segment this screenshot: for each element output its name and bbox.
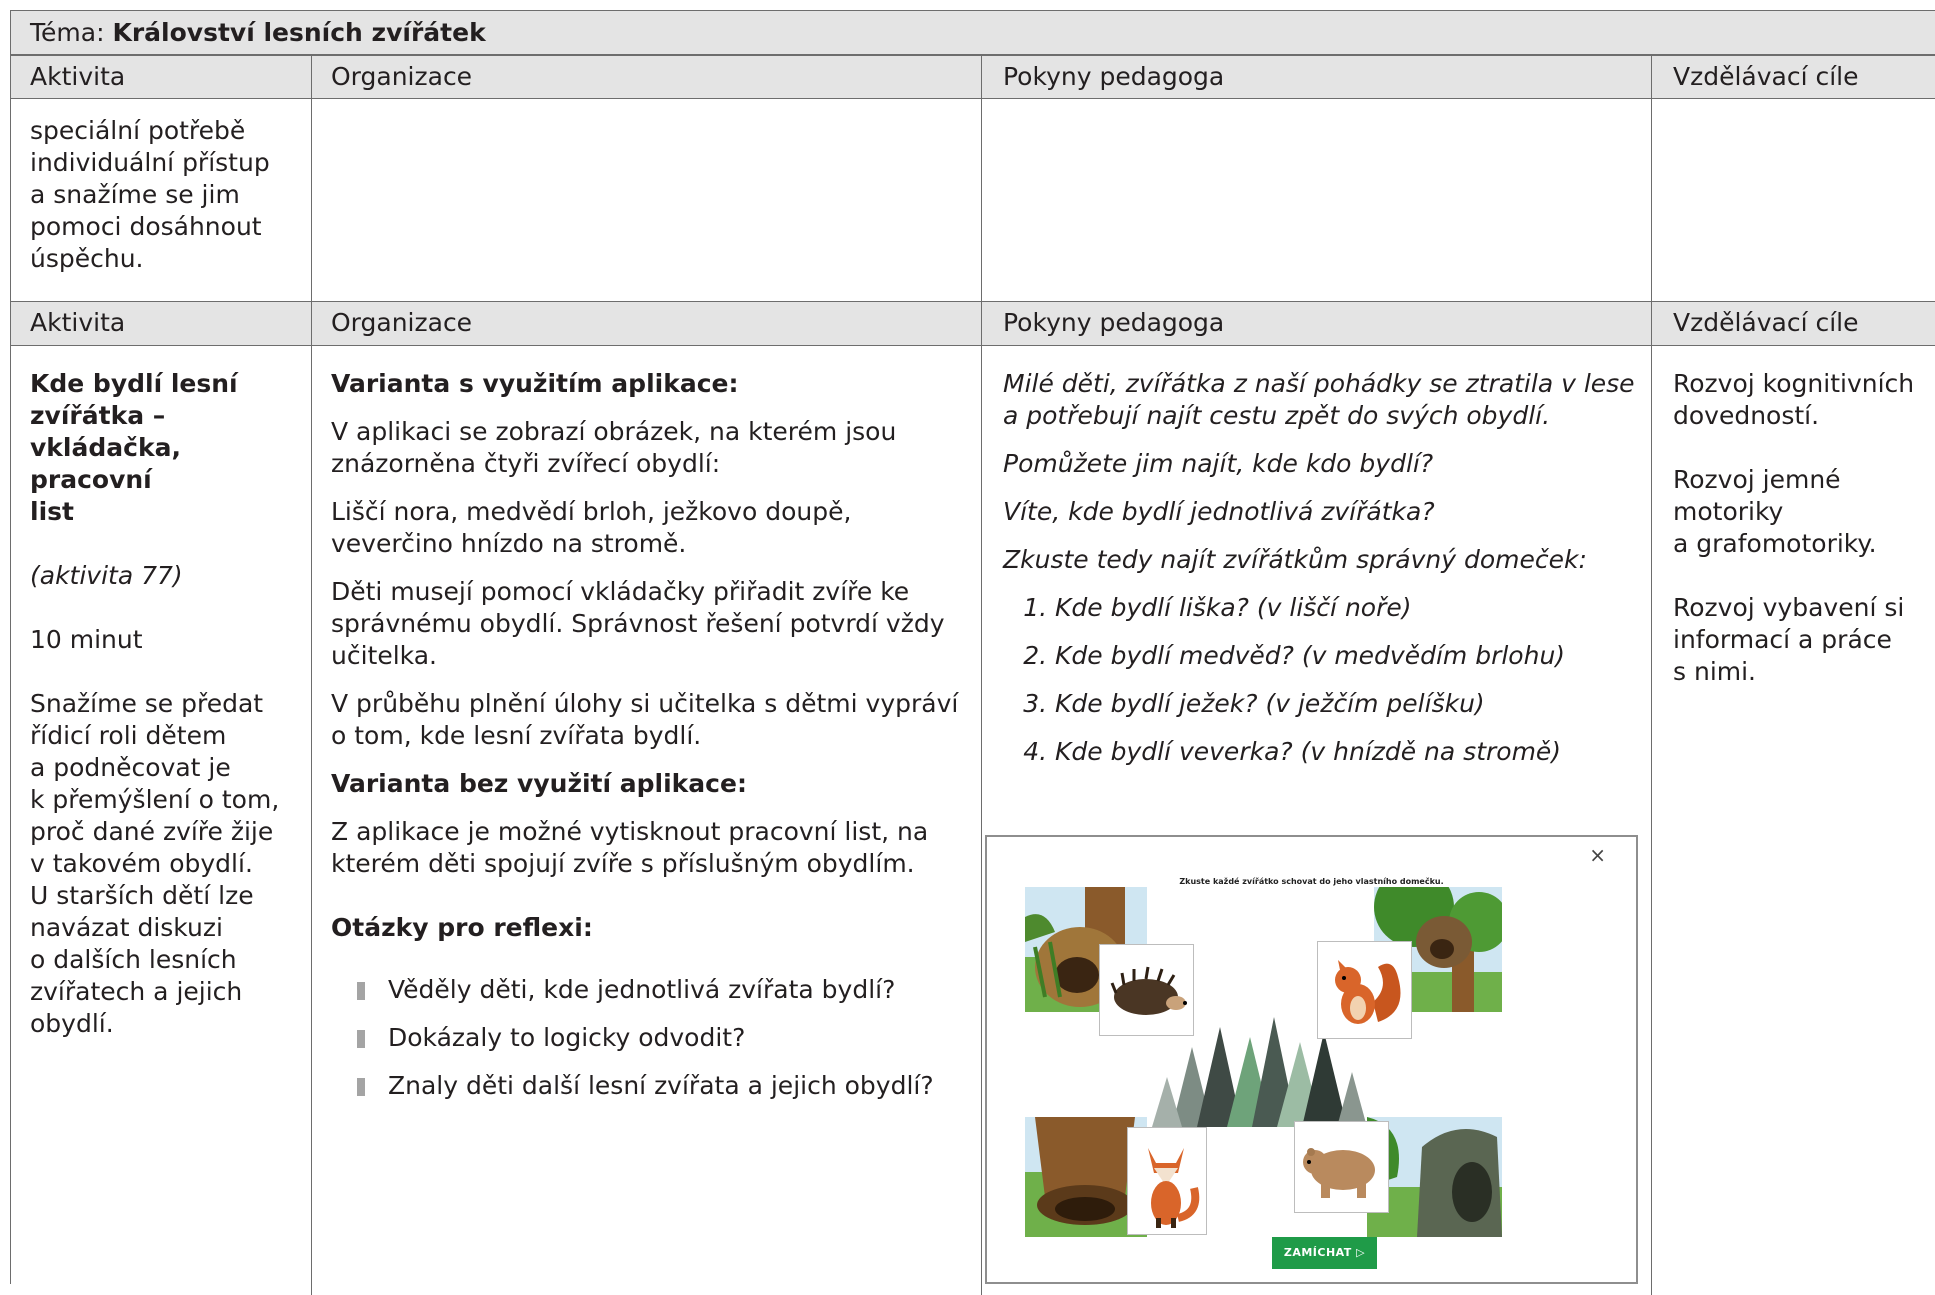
fox-card[interactable] (1127, 1127, 1207, 1235)
organization-cell (311, 99, 981, 301)
shuffle-button[interactable] (1272, 1237, 1377, 1269)
text-line: kterém děti spojují zvíře s příslušným obydlím. (331, 849, 915, 878)
text-line: V aplikaci se zobrazí obrázek, na kterém jsou (331, 417, 897, 446)
text-line: zvířatech a jejich (30, 977, 243, 1006)
paragraph (331, 576, 981, 672)
teacher-question-list (1003, 592, 1651, 768)
paragraph (331, 416, 981, 480)
squirrel-icon (1318, 942, 1410, 1037)
theme-title: Království lesních zvířátek (112, 18, 486, 47)
text-line: Kde bydlí lesní (30, 369, 238, 398)
bear-card[interactable] (1294, 1121, 1389, 1213)
header-goals: Vzdělávací cíle (1651, 56, 1935, 98)
text-line: navázat diskuzi (30, 913, 223, 942)
text-line: Rozvoj jemné (1673, 465, 1841, 494)
hedgehog-card[interactable] (1099, 944, 1194, 1036)
theme-row (11, 11, 1935, 55)
hedgehog-icon (1100, 945, 1192, 1034)
text-line: obydlí. (30, 1009, 114, 1038)
text-line: Děti musejí pomocí vkládačky přiřadit zvíře ke (331, 577, 910, 606)
list-item: 2. Kde bydlí medvěd? (v medvědím brlohu) (1055, 640, 1651, 672)
activity-duration: 10 minut (30, 625, 143, 654)
text-line: speciální potřebě (30, 116, 246, 145)
header-activity: Aktivita (30, 62, 126, 91)
fox-icon (1128, 1128, 1205, 1233)
activity-description (30, 688, 311, 1040)
header-activity: Aktivita (30, 308, 126, 337)
text-line: individuální přístup (30, 148, 270, 177)
app-screenshot (985, 835, 1638, 1284)
teacher-intro (1003, 368, 1651, 432)
close-icon[interactable]: × (1589, 843, 1606, 867)
text-line: a podněcovat je (30, 753, 231, 782)
paragraph (331, 816, 981, 880)
organization-cell (311, 346, 981, 1295)
squirrel-card[interactable] (1317, 941, 1412, 1039)
text-line: o tom, kde lesní zvířata bydlí. (331, 721, 702, 750)
text-line: Rozvoj vybavení si (1673, 593, 1905, 622)
text-line: vkládačka, pracovní (30, 433, 181, 494)
bear-icon (1295, 1122, 1387, 1211)
teacher-cell (981, 99, 1651, 301)
list-item: Věděly děti, kde jednotlivá zvířata bydlí? (357, 974, 981, 1006)
header-organization: Organizace (311, 302, 981, 345)
activity-title (30, 368, 311, 528)
activity-reference: (aktivita 77) (30, 561, 183, 590)
list-item: 3. Kde bydlí ježek? (v ježčím pelíšku) (1055, 688, 1651, 720)
text-line: proč dané zvíře žije (30, 817, 274, 846)
goal-item (1673, 592, 1935, 688)
header-teacher: Pokyny pedagoga (981, 302, 1651, 345)
text-line: učitelka. (331, 641, 437, 670)
play-icon: ▷ (1356, 1246, 1366, 1259)
text-line: k přemýšlení o tom, (30, 785, 280, 814)
activity-cell (11, 99, 311, 301)
teacher-question: Víte, kde bydlí jednotlivá zvířátka? (1003, 497, 1435, 526)
list-item: 4. Kde bydlí veverka? (v hnízdě na stromě) (1055, 736, 1651, 768)
list-item: 1. Kde bydlí liška? (v liščí noře) (1055, 592, 1651, 624)
goals-cell (1651, 346, 1935, 1295)
lesson-table (10, 10, 1935, 1284)
text-line: informací a práce (1673, 625, 1892, 654)
reflection-list (331, 974, 981, 1102)
app-instruction: Zkuste každé zvířátko schovat do jeho vlastního domečku. (1179, 877, 1444, 886)
text-line: v takovém obydlí. (30, 849, 253, 878)
text-line: a snažíme se jim (30, 180, 240, 209)
text-line: dovedností. (1673, 401, 1820, 430)
text-line: správnému obydlí. Správnost řešení potvrdí vždy (331, 609, 945, 638)
goal-item (1673, 368, 1935, 432)
text-line: list (30, 497, 74, 526)
text-line: řídicí roli dětem (30, 721, 227, 750)
text-line: U starších dětí lze (30, 881, 254, 910)
teacher-question: Pomůžete jim najít, kde kdo bydlí? (1003, 449, 1434, 478)
activity-cell (11, 346, 311, 1295)
text-line: Snažíme se předat (30, 689, 264, 718)
teacher-question: Zkuste tedy najít zvířátkům správný domeček: (1003, 545, 1587, 574)
text-line: pomoci dosáhnout (30, 212, 262, 241)
text-line: a potřebují najít cestu zpět do svých obydlí. (1003, 401, 1551, 430)
list-item: Dokázaly to logicky odvodit? (357, 1022, 981, 1054)
text-line: veverčino hnízdo na stromě. (331, 529, 687, 558)
table-row (11, 346, 1935, 1295)
text-line: úspěchu. (30, 244, 144, 273)
header-teacher: Pokyny pedagoga (981, 56, 1651, 98)
text-line: Milé děti, zvířátka z naší pohádky se ztratila v lese (1003, 369, 1635, 398)
text-line: Z aplikace je možné vytisknout pracovní list, na (331, 817, 929, 846)
text-line: o dalších lesních (30, 945, 237, 974)
paragraph (331, 688, 981, 752)
goal-item (1673, 464, 1935, 560)
variant-a-heading: Varianta s využitím aplikace: (331, 369, 739, 398)
text-line: Liščí nora, medvědí brloh, ježkovo doupě, (331, 497, 852, 526)
goals-cell (1651, 99, 1935, 301)
paragraph (331, 496, 981, 560)
variant-b-heading: Varianta bez využití aplikace: (331, 769, 747, 798)
reflection-heading: Otázky pro reflexi: (331, 913, 593, 942)
text-line: s nimi. (1673, 657, 1757, 686)
text-line: motoriky (1673, 497, 1784, 526)
shuffle-button-label: ZAMÍCHAT (1283, 1246, 1352, 1259)
text-line: a grafomotoriky. (1673, 529, 1877, 558)
table-row (11, 99, 1935, 301)
table-header-row (11, 55, 1935, 99)
header-organization: Organizace (311, 56, 981, 98)
header-goals: Vzdělávací cíle (1651, 302, 1935, 345)
text-line: Rozvoj kognitivních (1673, 369, 1915, 398)
text-line: znázorněna čtyři zvířecí obydlí: (331, 449, 721, 478)
list-item: Znaly děti další lesní zvířata a jejich obydlí? (357, 1070, 981, 1102)
text-line: V průběhu plnění úlohy si učitelka s dětmi vypráví (331, 689, 959, 718)
text-line: zvířátka – (30, 401, 166, 430)
theme-label: Téma: (30, 18, 105, 47)
table-header-row (11, 301, 1935, 346)
